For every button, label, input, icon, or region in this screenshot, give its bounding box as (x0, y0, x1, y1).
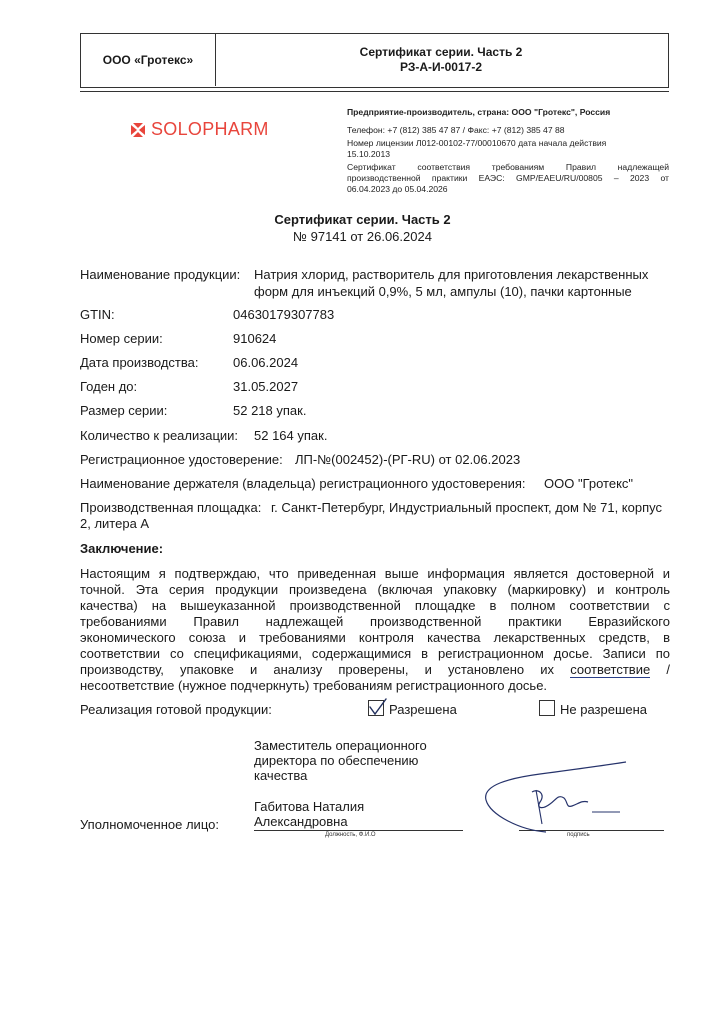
product-value-line2: форм для инъекций 0,9%, 5 мл, ампулы (10), пачки картонные (254, 284, 632, 299)
header-company: ООО «Гротекс» (81, 34, 216, 86)
conclusion-slash: / (666, 662, 670, 677)
conclusion-line: требованиями Правил надлежащей производственной практики Евразийского (80, 614, 670, 629)
signer-position-line1: Заместитель операционного (254, 738, 427, 753)
conclusion-line-7 (80, 662, 670, 678)
conclusion-line: несоответствие (нужное подчеркнуть) требованиям регистрационного досье. (80, 678, 548, 693)
signer-position (254, 738, 427, 783)
holder-label: Наименование держателя (владельца) регистрационного удостоверения: (80, 476, 526, 491)
signer-position-line2: директора по обеспечению (254, 753, 419, 768)
caption-signature: подпись (567, 832, 590, 838)
conclusion-line-7a: производству, упаковке и анализу проверены, и установлено их (80, 662, 555, 677)
name-line (254, 830, 463, 831)
expiry-value: 31.05.2027 (233, 379, 299, 394)
batch-value: 910624 (233, 331, 277, 346)
product-label: Наименование продукции: (80, 267, 241, 282)
production-date-value: 06.06.2024 (233, 355, 299, 370)
batch-size-value: 52 218 упак. (233, 403, 307, 418)
caption-name: Должность, Ф.И.О (325, 832, 376, 838)
site-value-line2: 2, литера А (80, 516, 150, 531)
license-line: Номер лицензии Л012-00102-77/00010670 дата начала действия (347, 138, 607, 148)
signer-name (254, 799, 364, 829)
header-divider (80, 91, 669, 92)
solopharm-logo-icon (131, 123, 145, 137)
conclusion-line: экономического союза и требованиями контроля качества лекарственных средств, в (80, 630, 670, 645)
gmp-line-1: Сертификат соответствия требованиям Правил надлежащей (347, 162, 669, 172)
certificate-title-line1: Сертификат серии. Часть 2 (274, 212, 451, 227)
logo-text: SOLOPHARM (151, 119, 269, 139)
license-date: 15.10.2013 (347, 149, 391, 159)
gmp-line-2: производственной практики ЕАЭС: GMP/EAEU/RU/00805 – 2023 от (347, 173, 669, 183)
expiry-label: Годен до: (80, 379, 138, 394)
quantity-label: Количество к реализации: (80, 428, 239, 443)
header-doc-code: РЗ-А-И-0017-2 (399, 60, 482, 74)
signer-name-line2: Александровна (254, 814, 348, 829)
underlined-conformity: соответствие (570, 662, 651, 677)
gtin-label: GTIN: (80, 307, 115, 322)
gtin-value: 04630179307783 (233, 307, 335, 322)
allowed-checkbox[interactable] (368, 700, 384, 716)
product-value-line1: Натрия хлорид, растворитель для приготовления лекарственных (254, 267, 649, 282)
holder-value: ООО "Гротекс" (544, 476, 634, 491)
site-value-line1: г. Санкт-Петербург, Индустриальный проспект, дом № 71, корпус (271, 500, 662, 515)
production-date-label: Дата производства: (80, 355, 199, 370)
authorized-person-label: Уполномоченное лицо: (80, 817, 219, 832)
signer-position-line3: качества (254, 768, 308, 783)
denied-checkbox[interactable] (539, 700, 555, 716)
batch-size-label: Размер серии: (80, 403, 168, 418)
conclusion-text (80, 566, 670, 694)
manufacturer-phone: Телефон: +7 (812) 385 47 87 / Факс: +7 (812) 385 47 88 (347, 125, 565, 135)
header-box (80, 33, 669, 88)
header-title-block (215, 34, 667, 86)
conclusion-line: качества) на вышеуказанной производственной площадке в полном соответствии с (80, 598, 670, 613)
certificate-title (0, 211, 725, 245)
checkmark-icon (367, 697, 389, 719)
signer-name-line1: Габитова Наталия (254, 799, 365, 814)
denied-label: Не разрешена (560, 702, 648, 717)
gmp-line-3: 06.04.2023 до 05.04.2026 (347, 184, 448, 194)
header-doc-title: Сертификат серии. Часть 2 (359, 45, 523, 59)
site-label: Производственная площадка: (80, 500, 262, 515)
registration-label: Регистрационное удостоверение: (80, 452, 283, 467)
certificate-number: № 97141 от 26.06.2024 (293, 229, 432, 244)
registration-value: ЛП-№(002452)-(РГ-RU) от 02.06.2023 (295, 452, 521, 467)
release-label: Реализация готовой продукции: (80, 702, 272, 717)
solopharm-logo (131, 119, 269, 140)
quantity-value: 52 164 упак. (254, 428, 328, 443)
batch-label: Номер серии: (80, 331, 163, 346)
handwritten-signature (480, 760, 650, 840)
conclusion-line: точной. Эта серия продукции произведена (включая упаковку (маркировку) и контроль (80, 582, 670, 597)
conclusion-line: соответствии со спецификациями, содержащимися в регистрационном досье. Записи по (80, 646, 670, 661)
manufacturer-line: Предприятие-производитель, страна: ООО "Гротекс", Россия (347, 107, 611, 117)
allowed-label: Разрешена (389, 702, 457, 717)
conclusion-heading: Заключение: (80, 541, 164, 556)
conclusion-line: Настоящим я подтверждаю, что приведенная выше информация является достоверной и (80, 566, 670, 581)
